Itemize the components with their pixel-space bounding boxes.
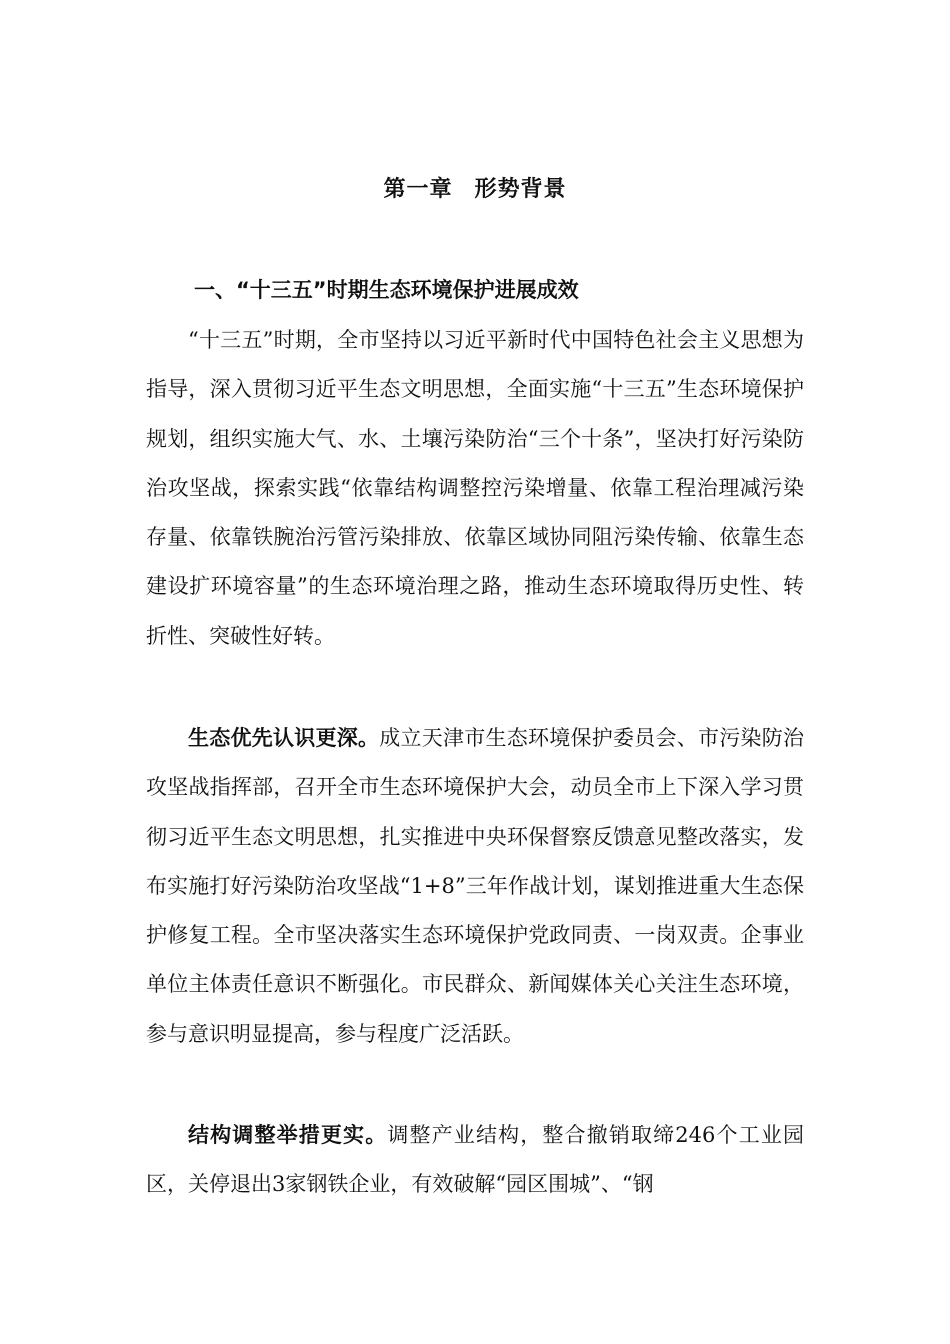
chapter-heading (0, 172, 950, 208)
paragraph-text: 调整产业结构，整合撤销取缔246个工业园区，关停退出3家钢铁企业，有效破解“园区围城”、“钢 (146, 1123, 804, 1197)
body-paragraph (146, 316, 804, 661)
paragraph-text: “十三五”时期，全市坚持以习近平新时代中国特色社会主义思想为指导，深入贯彻习近平生态文明思想，全面实施“十三五”生态环境保护规划，组织实施大气、水、土壤污染防治“三个十条”，坚决打好污染防治攻坚战，探索实践“依靠结构调整控污染增量、依靠工程治理减污染存量、依靠铁腕治污管污染排放、依靠区域协同阻污染传输、依靠生态建设扩环境容量”的生态环境治理之路，推动生态环境取得历史性、转折性、突破性好转。 (146, 328, 804, 648)
body-paragraph (146, 714, 804, 1059)
paragraph-lead: 生态优先认识更深。 (188, 726, 380, 750)
chapter-title-text: 形势背景 (474, 177, 567, 202)
chapter-label: 第一章 (383, 177, 453, 202)
section-heading: 一、“十三五”时期生态环境保护进展成效 (194, 278, 579, 302)
paragraph-text: 成立天津市生态环境保护委员会、市污染防治攻坚战指挥部，召开全市生态环境保护大会，动员全市上下深入学习贯彻习近平生态文明思想，扎实推进中央环保督察反馈意见整改落实，发布实施打好污染防治攻坚战“1+8”三年作战计划，谋划推进重大生态保护修复工程。全市坚决落实生态环境保护党政同责、一岗双责。企事业单位主体责任意识不断强化。市民群众、新闻媒体关心关注生态环境，参与意识明显提高，参与程度广泛活跃。 (146, 726, 804, 1046)
paragraph-lead: 结构调整举措更实。 (188, 1123, 388, 1147)
body-paragraph (146, 1111, 804, 1210)
